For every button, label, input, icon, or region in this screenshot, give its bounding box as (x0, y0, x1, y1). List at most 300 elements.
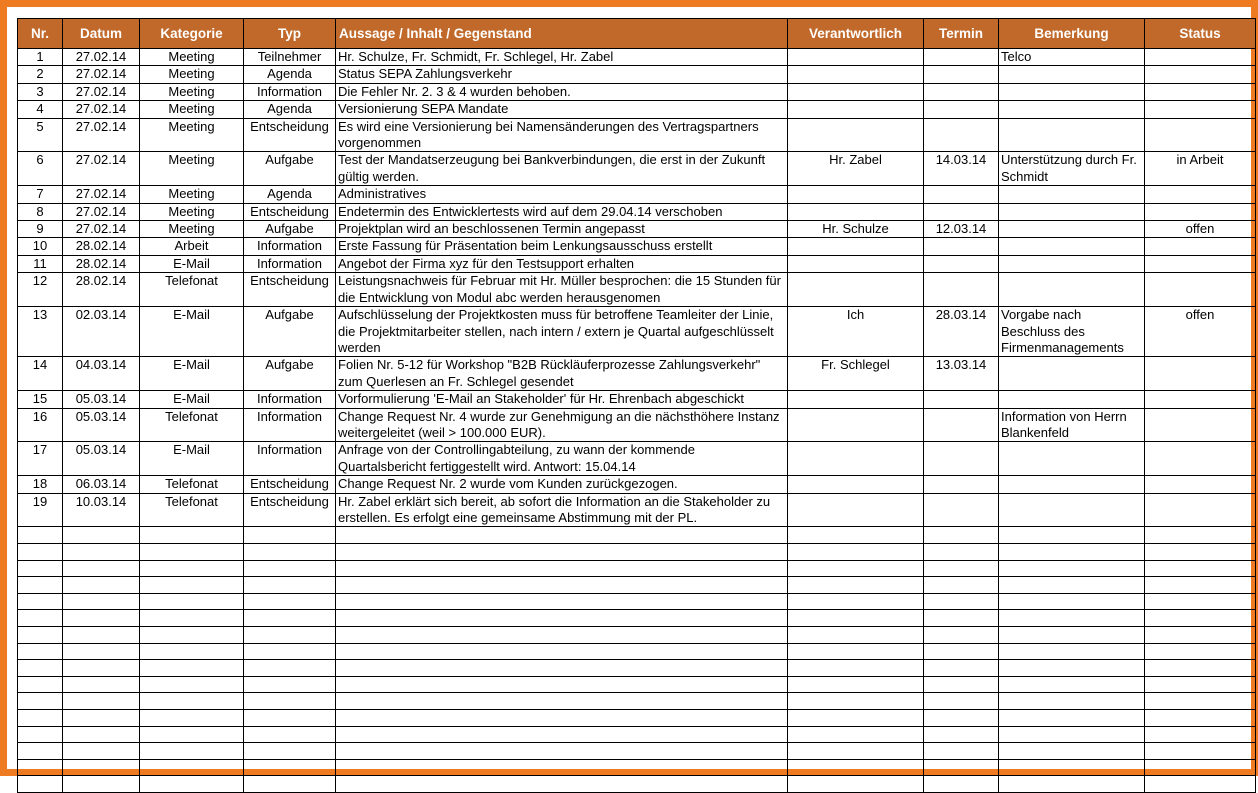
empty-cell[interactable] (999, 660, 1145, 677)
cell-inhalt[interactable]: Hr. Schulze, Fr. Schmidt, Fr. Schlegel, Hr. Zabel (336, 49, 788, 66)
empty-cell[interactable] (924, 709, 999, 726)
cell-verantwortlich[interactable] (788, 273, 924, 307)
cell-termin[interactable] (924, 255, 999, 272)
cell-termin[interactable] (924, 101, 999, 118)
column-header-bemerkung[interactable]: Bemerkung (999, 19, 1145, 49)
cell-termin[interactable] (924, 49, 999, 66)
cell-termin[interactable]: 13.03.14 (924, 357, 999, 391)
cell-status[interactable] (1145, 408, 1256, 442)
empty-cell[interactable] (336, 726, 788, 743)
cell-kategorie[interactable]: E-Mail (140, 255, 244, 272)
empty-cell[interactable] (1145, 560, 1256, 577)
empty-cell[interactable] (788, 709, 924, 726)
empty-cell[interactable] (244, 776, 336, 793)
cell-verantwortlich[interactable] (788, 493, 924, 527)
column-header-status[interactable]: Status (1145, 19, 1256, 49)
empty-cell[interactable] (1145, 527, 1256, 544)
cell-datum[interactable]: 04.03.14 (63, 357, 140, 391)
empty-cell[interactable] (140, 660, 244, 677)
cell-inhalt[interactable]: Projektplan wird an beschlossenen Termin angepasst (336, 221, 788, 238)
empty-cell[interactable] (788, 610, 924, 627)
empty-cell[interactable] (244, 610, 336, 627)
empty-cell[interactable] (924, 610, 999, 627)
cell-typ[interactable]: Information (244, 238, 336, 255)
cell-typ[interactable]: Aufgabe (244, 307, 336, 357)
empty-cell[interactable] (63, 726, 140, 743)
empty-cell[interactable] (18, 560, 63, 577)
cell-termin[interactable] (924, 442, 999, 476)
empty-cell[interactable] (18, 527, 63, 544)
cell-kategorie[interactable]: Meeting (140, 66, 244, 83)
empty-cell[interactable] (244, 593, 336, 610)
cell-termin[interactable] (924, 118, 999, 152)
cell-nr[interactable]: 14 (18, 357, 63, 391)
empty-cell[interactable] (788, 577, 924, 594)
cell-inhalt[interactable]: Folien Nr. 5-12 für Workshop "B2B Rückläuferprozesse Zahlungsverkehr" zum Querlesen an Fr. Schlegel gesendet (336, 357, 788, 391)
cell-inhalt[interactable]: Hr. Zabel erklärt sich bereit, ab sofort die Information an die Stakeholder zu erstellen. Es erfolgt eine gemeinsame Abstimmung mit der PL. (336, 493, 788, 527)
empty-cell[interactable] (924, 776, 999, 793)
empty-cell[interactable] (18, 743, 63, 760)
cell-datum[interactable]: 28.02.14 (63, 255, 140, 272)
cell-nr[interactable]: 16 (18, 408, 63, 442)
empty-cell[interactable] (788, 726, 924, 743)
cell-nr[interactable]: 2 (18, 66, 63, 83)
cell-kategorie[interactable]: E-Mail (140, 357, 244, 391)
cell-bemerkung[interactable] (999, 101, 1145, 118)
cell-verantwortlich[interactable] (788, 255, 924, 272)
cell-nr[interactable]: 3 (18, 83, 63, 100)
empty-cell[interactable] (336, 593, 788, 610)
empty-cell[interactable] (140, 693, 244, 710)
cell-nr[interactable]: 6 (18, 152, 63, 186)
cell-verantwortlich[interactable]: Fr. Schlegel (788, 357, 924, 391)
cell-status[interactable] (1145, 238, 1256, 255)
empty-cell[interactable] (1145, 543, 1256, 560)
cell-typ[interactable]: Information (244, 408, 336, 442)
cell-termin[interactable] (924, 273, 999, 307)
cell-nr[interactable]: 17 (18, 442, 63, 476)
empty-cell[interactable] (1145, 759, 1256, 776)
empty-cell[interactable] (18, 759, 63, 776)
cell-typ[interactable]: Agenda (244, 66, 336, 83)
empty-cell[interactable] (999, 776, 1145, 793)
cell-bemerkung[interactable]: Unterstützung durch Fr. Schmidt (999, 152, 1145, 186)
cell-termin[interactable] (924, 493, 999, 527)
empty-cell[interactable] (63, 560, 140, 577)
cell-datum[interactable]: 27.02.14 (63, 101, 140, 118)
empty-cell[interactable] (924, 577, 999, 594)
cell-nr[interactable]: 12 (18, 273, 63, 307)
cell-bemerkung[interactable] (999, 476, 1145, 493)
empty-cell[interactable] (1145, 726, 1256, 743)
empty-cell[interactable] (244, 626, 336, 643)
cell-termin[interactable] (924, 408, 999, 442)
cell-kategorie[interactable]: Meeting (140, 83, 244, 100)
empty-cell[interactable] (924, 527, 999, 544)
empty-cell[interactable] (244, 660, 336, 677)
cell-inhalt[interactable]: Aufschlüsselung der Projektkosten muss für betroffene Teamleiter der Linie, die Projektmitarbeiter stellen, nach intern / extern je Quartal aufgeschlüsselt werden (336, 307, 788, 357)
empty-cell[interactable] (140, 577, 244, 594)
empty-cell[interactable] (244, 577, 336, 594)
empty-cell[interactable] (924, 693, 999, 710)
cell-datum[interactable]: 10.03.14 (63, 493, 140, 527)
empty-cell[interactable] (18, 643, 63, 660)
empty-cell[interactable] (999, 709, 1145, 726)
cell-bemerkung[interactable] (999, 83, 1145, 100)
empty-cell[interactable] (63, 693, 140, 710)
cell-verantwortlich[interactable] (788, 203, 924, 220)
cell-inhalt[interactable]: Versionierung SEPA Mandate (336, 101, 788, 118)
cell-datum[interactable]: 28.02.14 (63, 238, 140, 255)
cell-termin[interactable]: 12.03.14 (924, 221, 999, 238)
empty-cell[interactable] (18, 577, 63, 594)
cell-termin[interactable]: 28.03.14 (924, 307, 999, 357)
cell-nr[interactable]: 7 (18, 186, 63, 203)
cell-nr[interactable]: 18 (18, 476, 63, 493)
empty-cell[interactable] (140, 709, 244, 726)
empty-cell[interactable] (336, 527, 788, 544)
column-header-nr[interactable]: Nr. (18, 19, 63, 49)
cell-status[interactable] (1145, 203, 1256, 220)
cell-verantwortlich[interactable] (788, 118, 924, 152)
empty-cell[interactable] (140, 593, 244, 610)
empty-cell[interactable] (1145, 693, 1256, 710)
empty-cell[interactable] (1145, 660, 1256, 677)
cell-bemerkung[interactable] (999, 66, 1145, 83)
cell-bemerkung[interactable] (999, 442, 1145, 476)
cell-verantwortlich[interactable] (788, 238, 924, 255)
cell-datum[interactable]: 06.03.14 (63, 476, 140, 493)
cell-termin[interactable] (924, 203, 999, 220)
empty-cell[interactable] (63, 610, 140, 627)
empty-cell[interactable] (336, 743, 788, 760)
cell-inhalt[interactable]: Vorformulierung 'E-Mail an Stakeholder' für Hr. Ehrenbach abgeschickt (336, 391, 788, 408)
empty-cell[interactable] (999, 726, 1145, 743)
empty-cell[interactable] (18, 610, 63, 627)
cell-bemerkung[interactable] (999, 391, 1145, 408)
empty-cell[interactable] (63, 626, 140, 643)
cell-nr[interactable]: 10 (18, 238, 63, 255)
empty-cell[interactable] (63, 709, 140, 726)
cell-status[interactable] (1145, 66, 1256, 83)
empty-cell[interactable] (244, 743, 336, 760)
empty-cell[interactable] (924, 593, 999, 610)
empty-cell[interactable] (18, 543, 63, 560)
cell-kategorie[interactable]: E-Mail (140, 391, 244, 408)
empty-cell[interactable] (336, 776, 788, 793)
cell-kategorie[interactable]: Meeting (140, 101, 244, 118)
cell-termin[interactable] (924, 476, 999, 493)
empty-cell[interactable] (63, 543, 140, 560)
cell-status[interactable] (1145, 49, 1256, 66)
cell-bemerkung[interactable] (999, 255, 1145, 272)
cell-typ[interactable]: Information (244, 83, 336, 100)
column-header-datum[interactable]: Datum (63, 19, 140, 49)
cell-verantwortlich[interactable] (788, 66, 924, 83)
cell-datum[interactable]: 27.02.14 (63, 221, 140, 238)
cell-typ[interactable]: Entscheidung (244, 493, 336, 527)
cell-bemerkung[interactable] (999, 273, 1145, 307)
empty-cell[interactable] (788, 543, 924, 560)
empty-cell[interactable] (336, 759, 788, 776)
empty-cell[interactable] (63, 676, 140, 693)
empty-cell[interactable] (336, 660, 788, 677)
cell-bemerkung[interactable]: Vorgabe nach Beschluss des Firmenmanagements (999, 307, 1145, 357)
cell-inhalt[interactable]: Die Fehler Nr. 2. 3 & 4 wurden behoben. (336, 83, 788, 100)
empty-cell[interactable] (1145, 676, 1256, 693)
cell-nr[interactable]: 19 (18, 493, 63, 527)
empty-cell[interactable] (18, 726, 63, 743)
empty-cell[interactable] (788, 560, 924, 577)
empty-cell[interactable] (244, 709, 336, 726)
cell-status[interactable] (1145, 357, 1256, 391)
empty-cell[interactable] (999, 676, 1145, 693)
cell-datum[interactable]: 27.02.14 (63, 203, 140, 220)
column-header-inhalt[interactable]: Aussage / Inhalt / Gegenstand (336, 19, 788, 49)
empty-cell[interactable] (63, 643, 140, 660)
cell-kategorie[interactable]: E-Mail (140, 307, 244, 357)
cell-inhalt[interactable]: Change Request Nr. 2 wurde vom Kunden zurückgezogen. (336, 476, 788, 493)
empty-cell[interactable] (999, 693, 1145, 710)
cell-verantwortlich[interactable] (788, 442, 924, 476)
cell-status[interactable]: in Arbeit (1145, 152, 1256, 186)
cell-typ[interactable]: Entscheidung (244, 203, 336, 220)
cell-inhalt[interactable]: Erste Fassung für Präsentation beim Lenkungsausschuss erstellt (336, 238, 788, 255)
cell-inhalt[interactable]: Test der Mandatserzeugung bei Bankverbindungen, die erst in der Zukunft gültig werden. (336, 152, 788, 186)
column-header-termin[interactable]: Termin (924, 19, 999, 49)
empty-cell[interactable] (1145, 709, 1256, 726)
empty-cell[interactable] (140, 560, 244, 577)
empty-cell[interactable] (999, 593, 1145, 610)
empty-cell[interactable] (924, 543, 999, 560)
empty-cell[interactable] (140, 643, 244, 660)
cell-verantwortlich[interactable]: Hr. Schulze (788, 221, 924, 238)
cell-bemerkung[interactable] (999, 357, 1145, 391)
empty-cell[interactable] (244, 693, 336, 710)
empty-cell[interactable] (140, 527, 244, 544)
cell-nr[interactable]: 8 (18, 203, 63, 220)
cell-nr[interactable]: 9 (18, 221, 63, 238)
empty-cell[interactable] (336, 643, 788, 660)
cell-verantwortlich[interactable] (788, 83, 924, 100)
cell-bemerkung[interactable] (999, 186, 1145, 203)
cell-status[interactable] (1145, 186, 1256, 203)
empty-cell[interactable] (924, 626, 999, 643)
empty-cell[interactable] (63, 743, 140, 760)
cell-datum[interactable]: 27.02.14 (63, 66, 140, 83)
empty-cell[interactable] (336, 610, 788, 627)
empty-cell[interactable] (63, 660, 140, 677)
empty-cell[interactable] (924, 676, 999, 693)
empty-cell[interactable] (788, 643, 924, 660)
empty-cell[interactable] (63, 593, 140, 610)
empty-cell[interactable] (788, 676, 924, 693)
cell-bemerkung[interactable]: Telco (999, 49, 1145, 66)
empty-cell[interactable] (63, 527, 140, 544)
empty-cell[interactable] (1145, 743, 1256, 760)
empty-cell[interactable] (18, 709, 63, 726)
cell-typ[interactable]: Agenda (244, 101, 336, 118)
empty-cell[interactable] (1145, 593, 1256, 610)
empty-cell[interactable] (999, 560, 1145, 577)
cell-bemerkung[interactable] (999, 203, 1145, 220)
cell-typ[interactable]: Teilnehmer (244, 49, 336, 66)
cell-verantwortlich[interactable]: Ich (788, 307, 924, 357)
cell-inhalt[interactable]: Administratives (336, 186, 788, 203)
column-header-verantwortlich[interactable]: Verantwortlich (788, 19, 924, 49)
cell-bemerkung[interactable] (999, 493, 1145, 527)
cell-bemerkung[interactable]: Information von Herrn Blankenfeld (999, 408, 1145, 442)
empty-cell[interactable] (1145, 610, 1256, 627)
cell-inhalt[interactable]: Status SEPA Zahlungsverkehr (336, 66, 788, 83)
cell-bemerkung[interactable] (999, 238, 1145, 255)
cell-verantwortlich[interactable] (788, 101, 924, 118)
cell-kategorie[interactable]: Meeting (140, 152, 244, 186)
cell-kategorie[interactable]: Telefonat (140, 273, 244, 307)
cell-datum[interactable]: 27.02.14 (63, 152, 140, 186)
cell-bemerkung[interactable] (999, 118, 1145, 152)
cell-datum[interactable]: 27.02.14 (63, 186, 140, 203)
cell-status[interactable] (1145, 101, 1256, 118)
cell-typ[interactable]: Aufgabe (244, 221, 336, 238)
cell-kategorie[interactable]: E-Mail (140, 442, 244, 476)
cell-datum[interactable]: 02.03.14 (63, 307, 140, 357)
cell-status[interactable] (1145, 255, 1256, 272)
cell-datum[interactable]: 05.03.14 (63, 408, 140, 442)
empty-cell[interactable] (140, 610, 244, 627)
cell-status[interactable] (1145, 493, 1256, 527)
cell-status[interactable]: offen (1145, 307, 1256, 357)
cell-verantwortlich[interactable] (788, 49, 924, 66)
cell-typ[interactable]: Agenda (244, 186, 336, 203)
cell-termin[interactable] (924, 391, 999, 408)
cell-bemerkung[interactable] (999, 221, 1145, 238)
empty-cell[interactable] (924, 643, 999, 660)
empty-cell[interactable] (140, 626, 244, 643)
empty-cell[interactable] (336, 626, 788, 643)
empty-cell[interactable] (924, 726, 999, 743)
cell-typ[interactable]: Aufgabe (244, 152, 336, 186)
empty-cell[interactable] (336, 676, 788, 693)
cell-termin[interactable] (924, 83, 999, 100)
cell-nr[interactable]: 11 (18, 255, 63, 272)
empty-cell[interactable] (924, 560, 999, 577)
cell-typ[interactable]: Entscheidung (244, 273, 336, 307)
empty-cell[interactable] (140, 759, 244, 776)
empty-cell[interactable] (244, 560, 336, 577)
empty-cell[interactable] (18, 676, 63, 693)
cell-datum[interactable]: 27.02.14 (63, 118, 140, 152)
empty-cell[interactable] (1145, 626, 1256, 643)
cell-kategorie[interactable]: Meeting (140, 186, 244, 203)
empty-cell[interactable] (788, 693, 924, 710)
cell-termin[interactable] (924, 66, 999, 83)
empty-cell[interactable] (140, 543, 244, 560)
empty-cell[interactable] (18, 693, 63, 710)
empty-cell[interactable] (999, 577, 1145, 594)
cell-kategorie[interactable]: Telefonat (140, 408, 244, 442)
cell-status[interactable] (1145, 476, 1256, 493)
cell-nr[interactable]: 13 (18, 307, 63, 357)
cell-nr[interactable]: 1 (18, 49, 63, 66)
empty-cell[interactable] (244, 543, 336, 560)
empty-cell[interactable] (924, 743, 999, 760)
cell-typ[interactable]: Entscheidung (244, 476, 336, 493)
cell-status[interactable] (1145, 118, 1256, 152)
empty-cell[interactable] (336, 577, 788, 594)
empty-cell[interactable] (244, 676, 336, 693)
column-header-kategorie[interactable]: Kategorie (140, 19, 244, 49)
empty-cell[interactable] (140, 743, 244, 760)
cell-typ[interactable]: Entscheidung (244, 118, 336, 152)
empty-cell[interactable] (63, 759, 140, 776)
empty-cell[interactable] (788, 660, 924, 677)
empty-cell[interactable] (788, 527, 924, 544)
empty-cell[interactable] (788, 593, 924, 610)
cell-inhalt[interactable]: Es wird eine Versionierung bei Namensänderungen des Vertragspartners vorgenommen (336, 118, 788, 152)
cell-termin[interactable] (924, 186, 999, 203)
empty-cell[interactable] (244, 527, 336, 544)
cell-termin[interactable]: 14.03.14 (924, 152, 999, 186)
cell-inhalt[interactable]: Leistungsnachweis für Februar mit Hr. Müller besprochen: die 15 Stunden für die Entwicklung von Modul abc werden herausgenomen (336, 273, 788, 307)
empty-cell[interactable] (924, 759, 999, 776)
empty-cell[interactable] (999, 643, 1145, 660)
empty-cell[interactable] (63, 776, 140, 793)
cell-termin[interactable] (924, 238, 999, 255)
cell-datum[interactable]: 27.02.14 (63, 83, 140, 100)
cell-typ[interactable]: Information (244, 255, 336, 272)
empty-cell[interactable] (336, 709, 788, 726)
cell-kategorie[interactable]: Meeting (140, 221, 244, 238)
empty-cell[interactable] (999, 610, 1145, 627)
empty-cell[interactable] (140, 676, 244, 693)
cell-verantwortlich[interactable] (788, 186, 924, 203)
cell-kategorie[interactable]: Arbeit (140, 238, 244, 255)
empty-cell[interactable] (140, 776, 244, 793)
cell-typ[interactable]: Information (244, 391, 336, 408)
empty-cell[interactable] (244, 759, 336, 776)
empty-cell[interactable] (140, 726, 244, 743)
cell-kategorie[interactable]: Telefonat (140, 493, 244, 527)
empty-cell[interactable] (18, 593, 63, 610)
empty-cell[interactable] (336, 543, 788, 560)
cell-typ[interactable]: Aufgabe (244, 357, 336, 391)
empty-cell[interactable] (924, 660, 999, 677)
empty-cell[interactable] (336, 560, 788, 577)
cell-status[interactable] (1145, 391, 1256, 408)
empty-cell[interactable] (999, 759, 1145, 776)
cell-kategorie[interactable]: Telefonat (140, 476, 244, 493)
cell-status[interactable] (1145, 83, 1256, 100)
cell-datum[interactable]: 27.02.14 (63, 49, 140, 66)
cell-inhalt[interactable]: Change Request Nr. 4 wurde zur Genehmigung an die nächsthöhere Instanz weitergeleitet (weil > 100.000 EUR). (336, 408, 788, 442)
empty-cell[interactable] (999, 527, 1145, 544)
empty-cell[interactable] (18, 660, 63, 677)
empty-cell[interactable] (1145, 577, 1256, 594)
cell-verantwortlich[interactable]: Hr. Zabel (788, 152, 924, 186)
cell-kategorie[interactable]: Meeting (140, 203, 244, 220)
empty-cell[interactable] (999, 626, 1145, 643)
empty-cell[interactable] (999, 743, 1145, 760)
cell-datum[interactable]: 28.02.14 (63, 273, 140, 307)
empty-cell[interactable] (788, 776, 924, 793)
column-header-typ[interactable]: Typ (244, 19, 336, 49)
cell-datum[interactable]: 05.03.14 (63, 391, 140, 408)
empty-cell[interactable] (788, 626, 924, 643)
cell-kategorie[interactable]: Meeting (140, 118, 244, 152)
empty-cell[interactable] (336, 693, 788, 710)
cell-kategorie[interactable]: Meeting (140, 49, 244, 66)
